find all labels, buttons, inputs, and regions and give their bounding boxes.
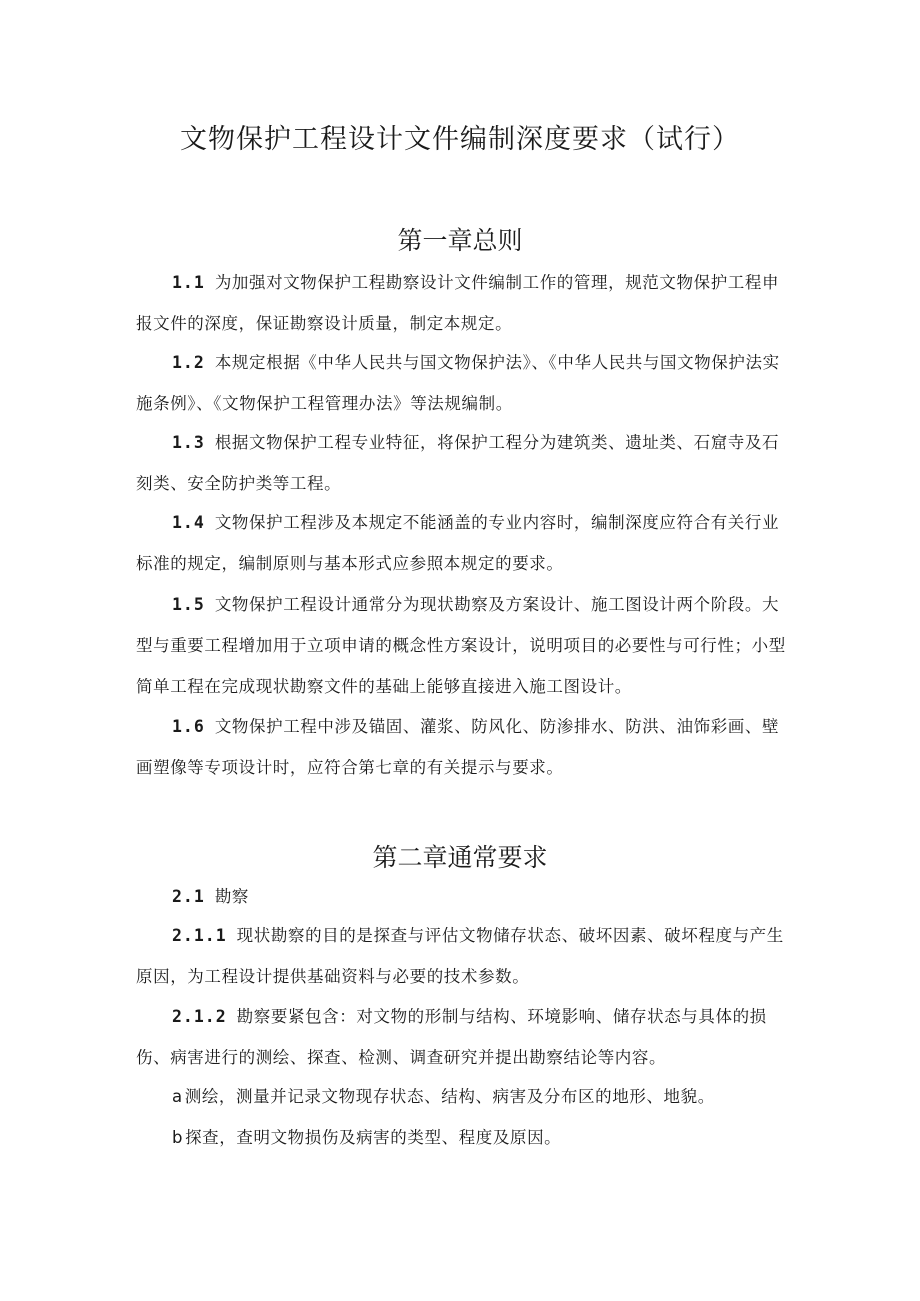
chapter-title: 第一章总则: [397, 226, 523, 255]
document-title: 文物保护工程设计文件编制深度要求（试行）: [180, 124, 740, 155]
section-paragraph: [136, 876, 796, 917]
list-item-text: 探查，查明文物损伤及病害的类型、程度及原因。: [185, 1128, 562, 1147]
section-paragraph: [136, 584, 796, 707]
section-number: 1.1: [172, 273, 205, 292]
section-text: 为加强对文物保护工程勘察设计文件编制工作的管理，规范文物保护工程申报文件的深度，保证勘察设计质量，制定本规定。: [136, 273, 780, 333]
section-text: 根据文物保护工程专业特征，将保护工程分为建筑类、遗址类、石窟寺及石刻类、安全防护类等工程。: [136, 433, 780, 493]
section-number: 2.1.1: [172, 926, 227, 945]
section-number: 1.4: [172, 513, 205, 532]
section-paragraph: [136, 502, 796, 584]
section-paragraph: [136, 422, 796, 504]
section-text: 本规定根据《中华人民共与国文物保护法》、《中华人民共与国文物保护法实施条例》、《文物保护工程管理办法》等法规编制。: [136, 353, 780, 413]
section-text: 现状勘察的目的是探查与评估文物储存状态、破坏因素、破坏程度与产生原因，为工程设计提供基础资料与必要的技术参数。: [136, 926, 784, 986]
section-paragraph: [136, 706, 796, 788]
chapter-title: 第二章通常要求: [372, 843, 548, 872]
section-text: 文物保护工程设计通常分为现状勘察及方案设计、施工图设计两个阶段。大型与重要工程增加用于立项申请的概念性方案设计，说明项目的必要性与可行性；小型简单工程在完成现状勘察文件的基础上能够直接进入施工图设计。: [136, 595, 786, 696]
section-number: 1.3: [172, 433, 205, 452]
section-number: 2.1: [172, 887, 205, 906]
section-number: 1.6: [172, 717, 205, 736]
section-paragraph: [136, 262, 796, 344]
section-text: 勘察要紧包含：对文物的形制与结构、环境影响、储存状态与具体的损伤、病害进行的测绘、探查、检测、调查研究并提出勘察结论等内容。: [136, 1007, 767, 1067]
section-text: 勘察: [214, 887, 250, 906]
section-number: 1.5: [172, 595, 205, 614]
section-text: 文物保护工程涉及本规定不能涵盖的专业内容时，编制深度应符合有关行业标准的规定，编制原则与基本形式应参照本规定的要求。: [136, 513, 780, 573]
list-item-label: a: [172, 1087, 183, 1106]
list-item-label: b: [172, 1128, 184, 1147]
section-text: 文物保护工程中涉及锚固、灌浆、防风化、防渗排水、防洪、油饰彩画、壁画塑像等专项设计时，应符合第七章的有关提示与要求。: [136, 717, 780, 777]
section-paragraph: [136, 342, 796, 424]
list-item-text: 测绘，测量并记录文物现存状态、结构、病害及分布区的地形、地貌。: [184, 1087, 715, 1106]
list-item: [172, 1076, 796, 1117]
section-number: 1.2: [172, 353, 205, 372]
section-paragraph: [136, 996, 796, 1078]
section-number: 2.1.2: [172, 1007, 227, 1026]
section-paragraph: [136, 915, 796, 997]
list-item: [172, 1117, 796, 1158]
